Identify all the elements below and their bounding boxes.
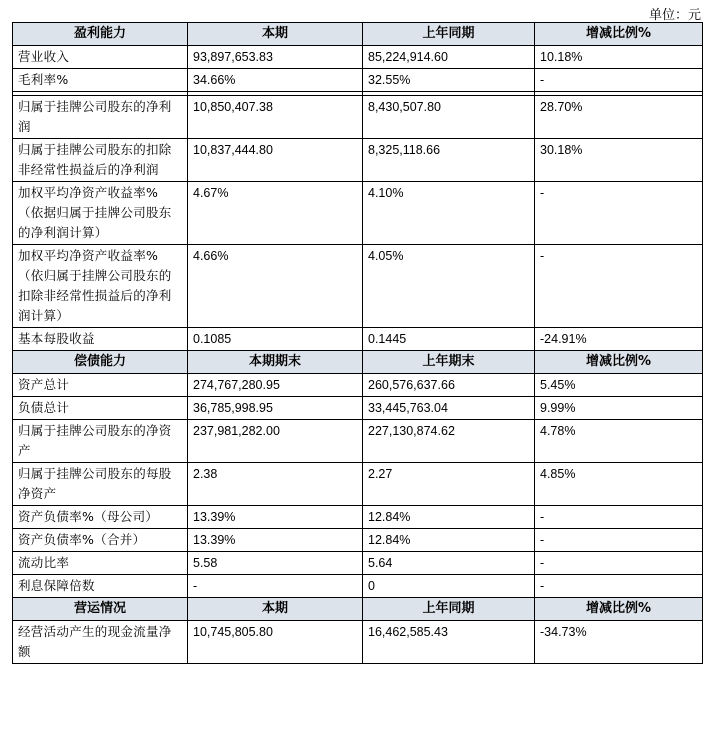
value-cell-3: 4.85% — [535, 463, 703, 506]
table-row — [13, 420, 703, 463]
table-row — [13, 397, 703, 420]
table-row — [13, 552, 703, 575]
table-row — [13, 374, 703, 397]
value-cell-1: 4.67% — [188, 182, 363, 245]
column-header: 增减比例% — [535, 351, 703, 374]
unit-label: 单位：元 — [648, 8, 701, 23]
value-cell-2: 33,445,763.04 — [363, 397, 535, 420]
value-cell-2: 227,130,874.62 — [363, 420, 535, 463]
value-cell-3: - — [535, 506, 703, 529]
table-row — [13, 463, 703, 506]
value-cell-1: 13.39% — [188, 529, 363, 552]
row-label: 营业收入 — [13, 46, 188, 69]
value-cell-3: - — [535, 529, 703, 552]
value-cell-2: 32.55% — [363, 69, 535, 92]
column-header: 本期 — [188, 23, 363, 46]
value-cell-1: 10,837,444.80 — [188, 139, 363, 182]
value-cell-2: 8,430,507.80 — [363, 96, 535, 139]
table-row — [13, 96, 703, 139]
value-cell-1: - — [188, 575, 363, 598]
column-header: 增减比例% — [535, 598, 703, 621]
value-cell-3: 28.70% — [535, 96, 703, 139]
value-cell-3: 30.18% — [535, 139, 703, 182]
value-cell-3: - — [535, 245, 703, 328]
value-cell-1: 0.1085 — [188, 328, 363, 351]
operations-header-row — [13, 598, 703, 621]
table-row — [13, 575, 703, 598]
row-label: 资产总计 — [13, 374, 188, 397]
value-cell-2: 8,325,118.66 — [363, 139, 535, 182]
table-row — [13, 529, 703, 552]
profitability-header-row — [13, 23, 703, 46]
row-label: 加权平均净资产收益率%（依据归属于挂牌公司股东的净利润计算） — [13, 182, 188, 245]
row-label: 归属于挂牌公司股东的净利润 — [13, 96, 188, 139]
column-header: 增减比例% — [535, 23, 703, 46]
solvency-header-row — [13, 351, 703, 374]
value-cell-1: 274,767,280.95 — [188, 374, 363, 397]
table-row — [13, 69, 703, 92]
value-cell-1: 10,850,407.38 — [188, 96, 363, 139]
value-cell-3: 10.18% — [535, 46, 703, 69]
value-cell-1: 5.58 — [188, 552, 363, 575]
value-cell-1: 4.66% — [188, 245, 363, 328]
column-header: 营运情况 — [13, 598, 188, 621]
financial-indicators-table — [12, 22, 703, 664]
table-row — [13, 245, 703, 328]
row-label: 负债总计 — [13, 397, 188, 420]
value-cell-2: 16,462,585.43 — [363, 621, 535, 664]
value-cell-2: 2.27 — [363, 463, 535, 506]
value-cell-2: 12.84% — [363, 506, 535, 529]
column-header: 上年同期 — [363, 23, 535, 46]
column-header: 盈利能力 — [13, 23, 188, 46]
value-cell-1: 34.66% — [188, 69, 363, 92]
table-row — [13, 328, 703, 351]
table-row — [13, 506, 703, 529]
value-cell-2: 260,576,637.66 — [363, 374, 535, 397]
value-cell-2: 0 — [363, 575, 535, 598]
value-cell-3: -24.91% — [535, 328, 703, 351]
value-cell-2: 4.10% — [363, 182, 535, 245]
value-cell-3: 5.45% — [535, 374, 703, 397]
value-cell-1: 10,745,805.80 — [188, 621, 363, 664]
column-header: 本期 — [188, 598, 363, 621]
row-label: 归属于挂牌公司股东的净资产 — [13, 420, 188, 463]
table-row — [13, 139, 703, 182]
value-cell-2: 5.64 — [363, 552, 535, 575]
value-cell-1: 93,897,653.83 — [188, 46, 363, 69]
row-label: 经营活动产生的现金流量净额 — [13, 621, 188, 664]
value-cell-3: 9.99% — [535, 397, 703, 420]
row-label: 加权平均净资产收益率%（依归属于挂牌公司股东的扣除非经常性损益后的净利润计算） — [13, 245, 188, 328]
value-cell-2: 0.1445 — [363, 328, 535, 351]
table-row — [13, 182, 703, 245]
value-cell-3: - — [535, 552, 703, 575]
value-cell-3: -34.73% — [535, 621, 703, 664]
table-row — [13, 46, 703, 69]
value-cell-2: 4.05% — [363, 245, 535, 328]
column-header: 偿债能力 — [13, 351, 188, 374]
row-label: 资产负债率%（母公司） — [13, 506, 188, 529]
table-body — [13, 23, 703, 664]
row-label: 毛利率% — [13, 69, 188, 92]
value-cell-2: 85,224,914.60 — [363, 46, 535, 69]
row-label: 资产负债率%（合并） — [13, 529, 188, 552]
value-cell-2: 12.84% — [363, 529, 535, 552]
table-row — [13, 621, 703, 664]
column-header: 上年同期 — [363, 598, 535, 621]
value-cell-1: 36,785,998.95 — [188, 397, 363, 420]
column-header: 上年期末 — [363, 351, 535, 374]
column-header: 本期期末 — [188, 351, 363, 374]
value-cell-3: - — [535, 182, 703, 245]
row-label: 基本每股收益 — [13, 328, 188, 351]
value-cell-3: - — [535, 69, 703, 92]
value-cell-1: 237,981,282.00 — [188, 420, 363, 463]
row-label: 归属于挂牌公司股东的扣除非经常性损益后的净利润 — [13, 139, 188, 182]
value-cell-3: 4.78% — [535, 420, 703, 463]
value-cell-1: 13.39% — [188, 506, 363, 529]
row-label: 归属于挂牌公司股东的每股净资产 — [13, 463, 188, 506]
row-label: 利息保障倍数 — [13, 575, 188, 598]
value-cell-3: - — [535, 575, 703, 598]
row-label: 流动比率 — [13, 552, 188, 575]
value-cell-1: 2.38 — [188, 463, 363, 506]
